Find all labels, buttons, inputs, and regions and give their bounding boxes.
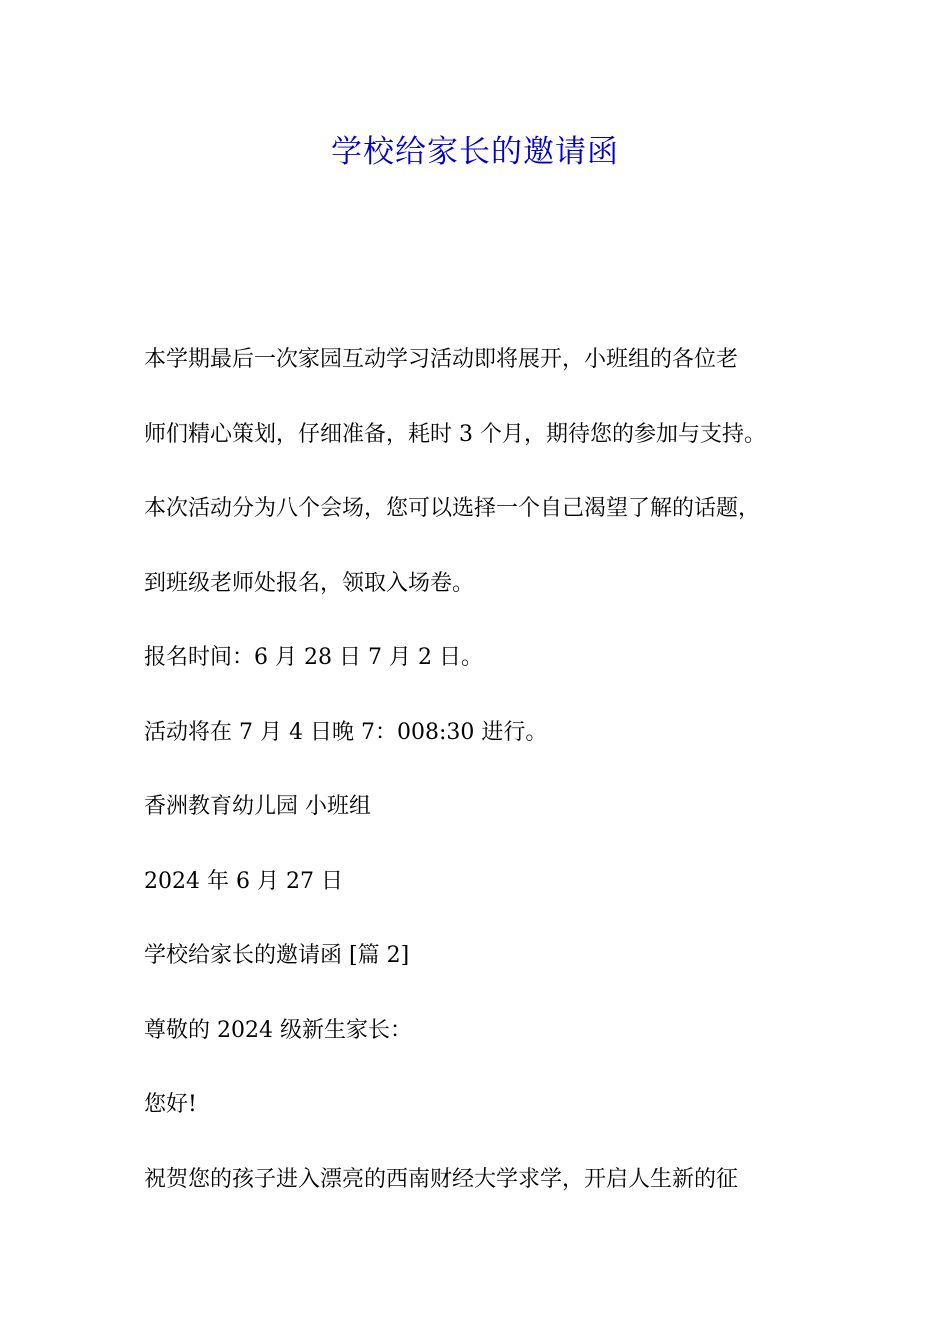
- document-title: 学校给家长的邀请函: [331, 134, 619, 170]
- greeting: 您好!: [144, 1092, 197, 1117]
- body-line-4: 到班级老师处报名，领取入场卷。: [144, 571, 475, 596]
- signature-date: 2024 年 6 月 27 日: [144, 869, 343, 894]
- event-time: 活动将在 7 月 4 日晚 7：008:30 进行。: [144, 720, 548, 745]
- section-heading: 学校给家长的邀请函 [篇 2]: [144, 943, 410, 968]
- signature-org: 香洲教育幼儿园 小班组: [144, 794, 371, 819]
- body-line-3: 本次活动分为八个会场，您可以选择一个自己渴望了解的话题，: [144, 496, 761, 521]
- registration-time: 报名时间：6 月 28 日 7 月 2 日。: [144, 645, 483, 670]
- body-line-1: 本学期最后一次家园互动学习活动即将展开，小班组的各位老: [144, 347, 739, 372]
- body-line-12: 祝贺您的孩子进入漂亮的西南财经大学求学，开启人生新的征: [144, 1167, 739, 1192]
- body-line-2: 师们精心策划，仔细准备，耗时 3 个月，期待您的参加与支持。: [144, 422, 766, 447]
- salutation: 尊敬的 2024 级新生家长：: [144, 1018, 412, 1043]
